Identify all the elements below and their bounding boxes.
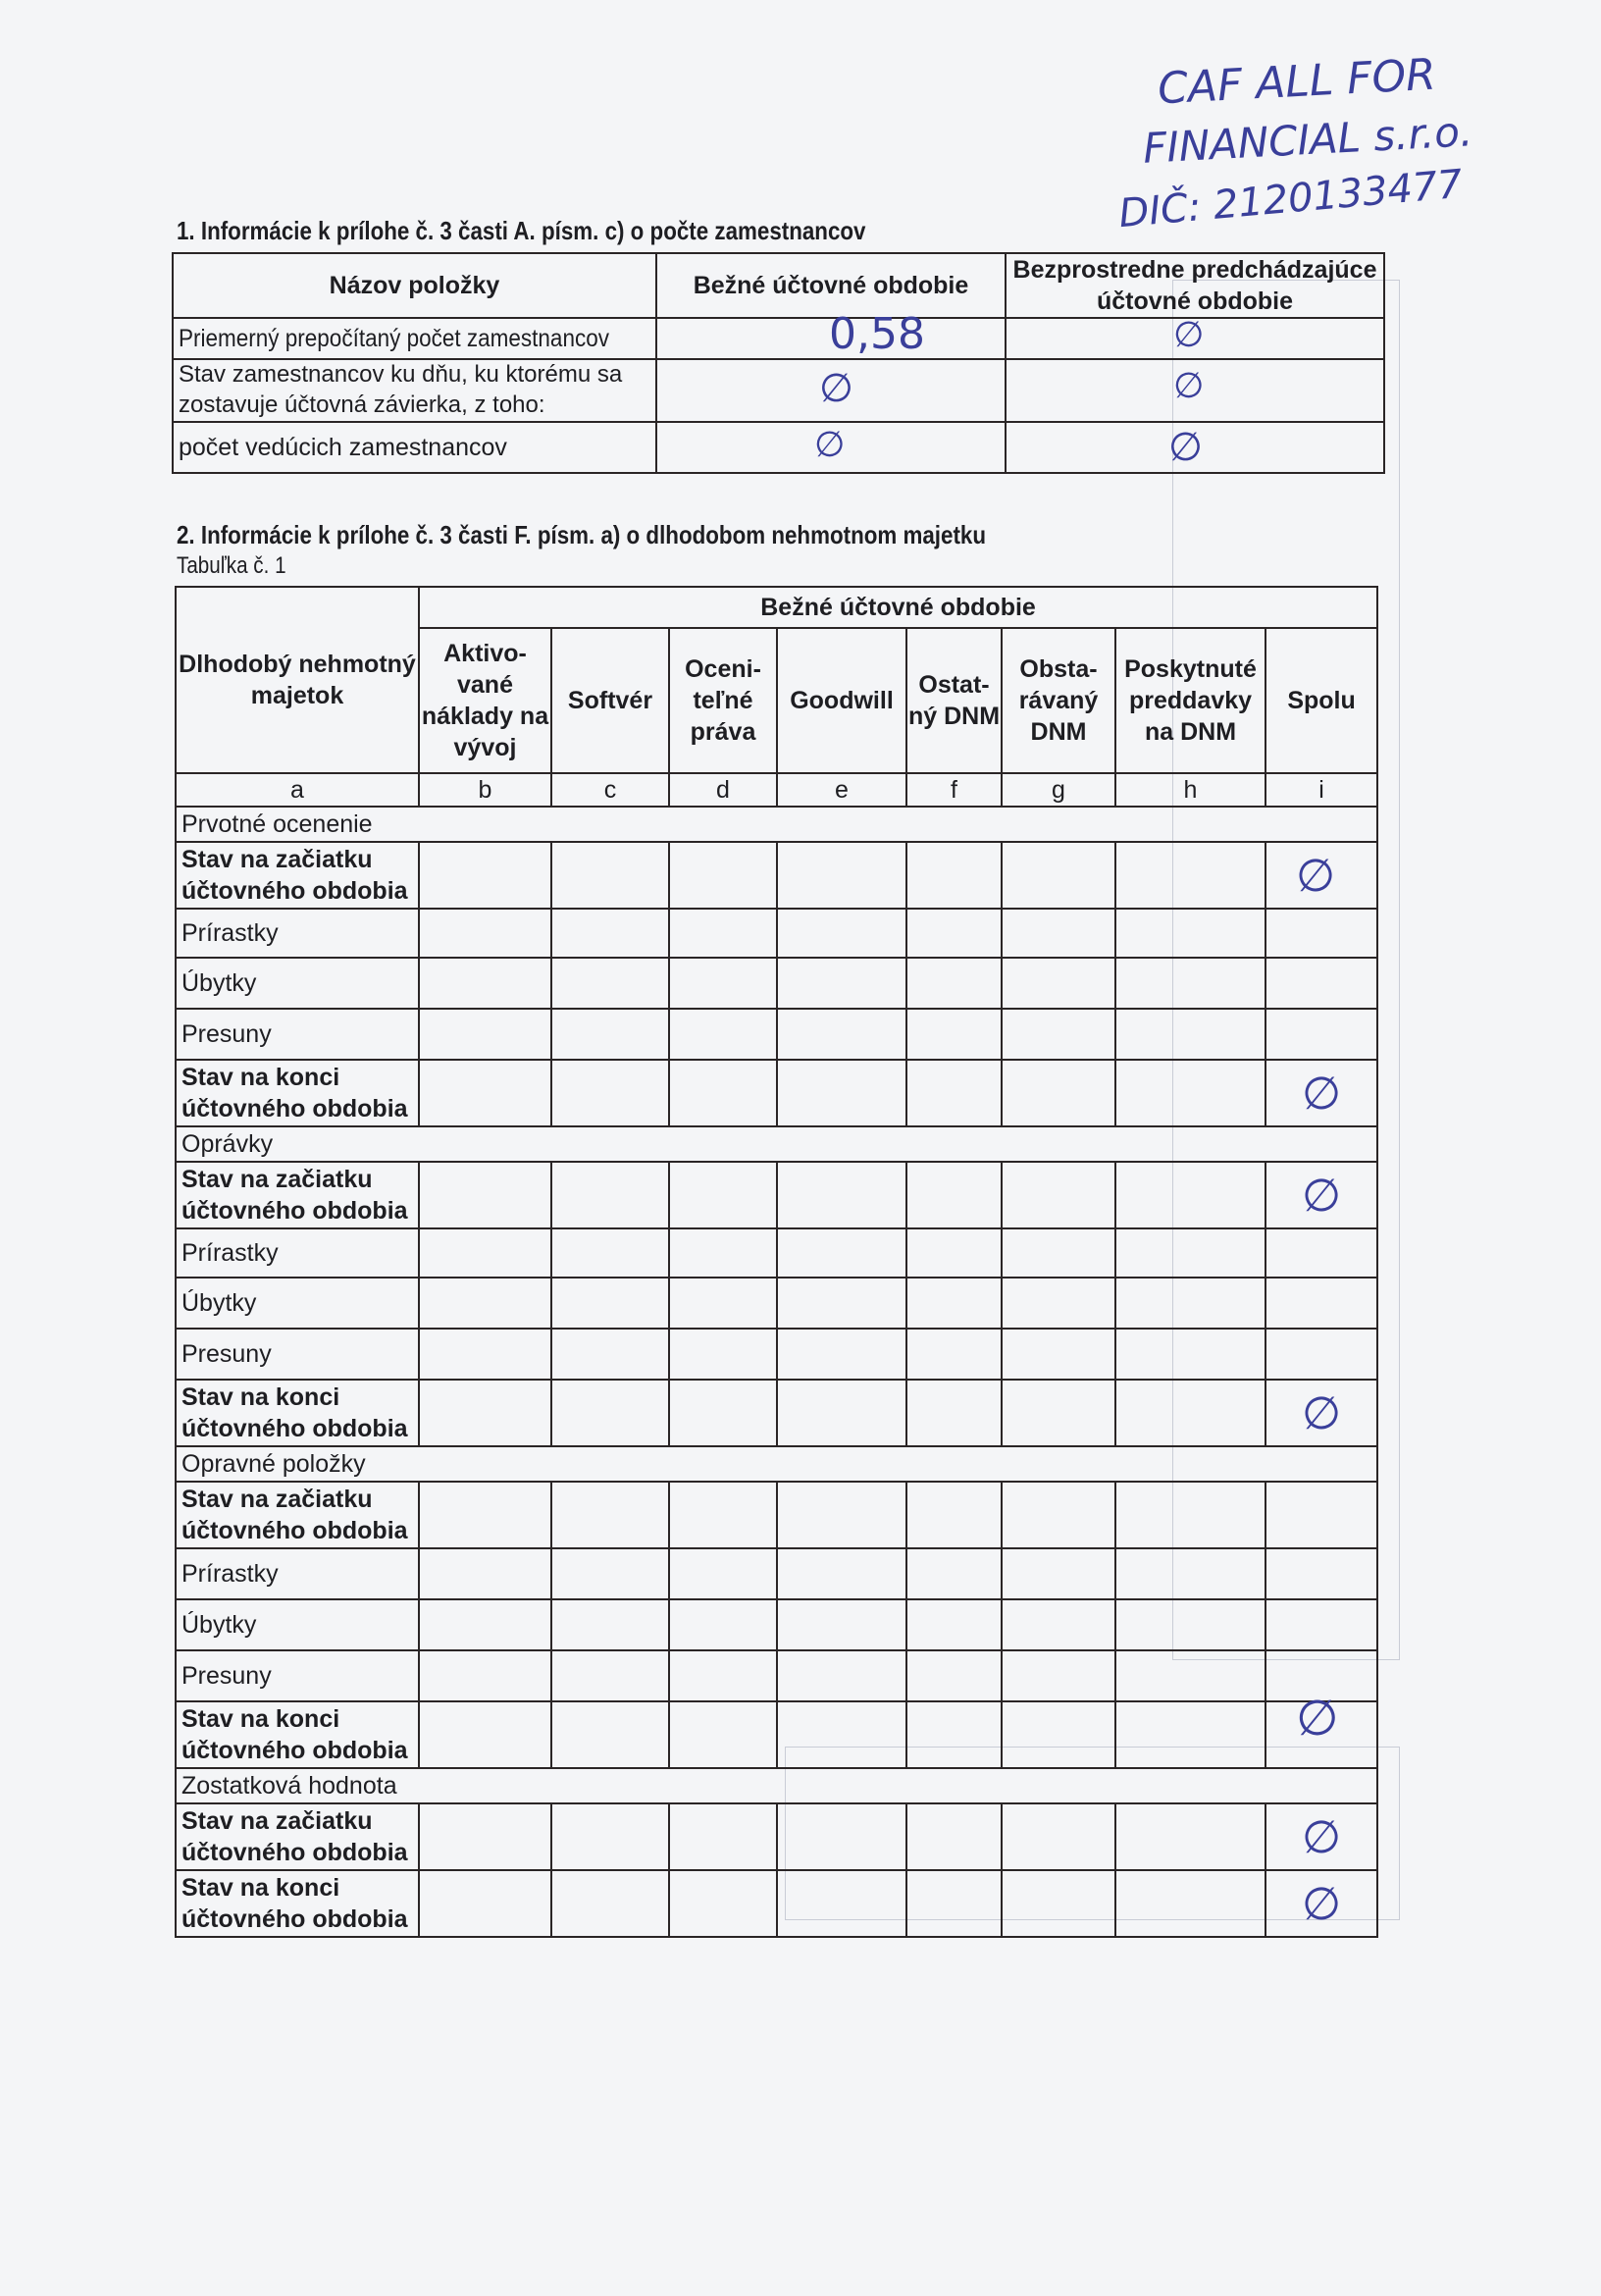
letter-i: i <box>1265 773 1377 807</box>
section2-title: 2. Informácie k prílohe č. 3 časti F. písm. a) o dlhodobom nehmotnom majetku <box>177 520 986 549</box>
letter-d: d <box>669 773 777 807</box>
cell-total: ∅ <box>1265 1162 1377 1228</box>
cell-total: ∅ <box>1265 1803 1377 1870</box>
col-header-previous: Bezprostredne predchádzajúce účtovné obdobie <box>1006 253 1384 318</box>
letter-g: g <box>1002 773 1115 807</box>
col-header-rights: Oceni- teľné práva <box>669 628 777 773</box>
row-label: Stav na konci účtovného obdobia <box>176 1380 419 1446</box>
col-header-goodwill: Goodwill <box>777 628 906 773</box>
row-label: Stav na začiatku účtovného obdobia <box>176 1162 419 1228</box>
col-header-software: Softvér <box>551 628 669 773</box>
row-label: Stav na konci účtovného obdobia <box>176 1701 419 1768</box>
row-label: Stav na začiatku účtovného obdobia <box>176 842 419 909</box>
cell-previous-managers: ∅ <box>1006 422 1384 473</box>
employees-table <box>172 252 1385 474</box>
cell-previous-headcount: ∅ <box>1006 359 1384 422</box>
col-header-total: Spolu <box>1265 628 1377 773</box>
section-row-initial-valuation: Prvotné ocenenie <box>176 807 1377 842</box>
col-header-advances: Poskytnuté preddavky na DNM <box>1115 628 1265 773</box>
col-header-acquired: Obsta- rávaný DNM <box>1002 628 1115 773</box>
handwritten-company-type: FINANCIAL s.r.o. <box>1141 107 1474 173</box>
row-label-avg-employees: Priemerný prepočítaný počet zamestnancov <box>173 318 656 359</box>
cell-total: ∅ <box>1265 1701 1377 1768</box>
section1-title: 1. Informácie k prílohe č. 3 časti A. písm. c) o počte zamestnancov <box>177 216 866 245</box>
letter-c: c <box>551 773 669 807</box>
col-header-current: Bežné účtovné obdobie <box>656 253 1006 318</box>
cell-current-avg: 0,58 <box>656 318 1006 359</box>
cell-current-managers: ∅ <box>656 422 1006 473</box>
col-header-other: Ostat- ný DNM <box>906 628 1002 773</box>
col-header-dev-costs: Aktivo- vané náklady na vývoj <box>419 628 551 773</box>
row-label: Úbytky <box>176 1599 419 1650</box>
section-row-allowances: Opravné položky <box>176 1446 1377 1482</box>
handwritten-company-name: CAF ALL FOR <box>1156 49 1437 115</box>
cell-previous-avg: ∅ <box>1006 318 1384 359</box>
cell-total: ∅ <box>1265 842 1377 909</box>
intangible-assets-table <box>175 586 1378 1938</box>
row-label-managers: počet vedúcich zamestnancov <box>173 422 656 473</box>
letter-a: a <box>176 773 419 807</box>
row-label: Presuny <box>176 1009 419 1060</box>
cell-total: ∅ <box>1265 1380 1377 1446</box>
cell-current-headcount: ∅ <box>656 359 1006 422</box>
letter-h: h <box>1115 773 1265 807</box>
section2-table-number: Tabuľka č. 1 <box>177 552 286 579</box>
row-label: Úbytky <box>176 958 419 1009</box>
row-label: Prírastky <box>176 909 419 958</box>
section-row-residual-value: Zostatková hodnota <box>176 1768 1377 1803</box>
row-label: Prírastky <box>176 1548 419 1599</box>
row-label: Stav na konci účtovného obdobia <box>176 1060 419 1126</box>
row-label: Úbytky <box>176 1278 419 1329</box>
row-label: Presuny <box>176 1329 419 1380</box>
handwritten-tax-id: DIČ: 2120133477 <box>1116 161 1465 237</box>
row-label: Stav na začiatku účtovného obdobia <box>176 1482 419 1548</box>
letter-e: e <box>777 773 906 807</box>
section-row-depreciation: Oprávky <box>176 1126 1377 1162</box>
col-header-item: Názov položky <box>173 253 656 318</box>
row-label: Stav na konci účtovného obdobia <box>176 1870 419 1937</box>
letter-b: b <box>419 773 551 807</box>
row-label-headcount: Stav zamestnancov ku dňu, ku ktorému sa zostavuje účtovná závierka, z toho: <box>173 359 656 422</box>
letter-f: f <box>906 773 1002 807</box>
row-label: Stav na začiatku účtovného obdobia <box>176 1803 419 1870</box>
row-label: Presuny <box>176 1650 419 1701</box>
row-label: Prírastky <box>176 1228 419 1278</box>
cell-total: ∅ <box>1265 1060 1377 1126</box>
header-current-period: Bežné účtovné obdobie <box>419 587 1377 628</box>
cell-total: ∅ <box>1265 1870 1377 1937</box>
header-dnm-label: Dlhodobý nehmotný majetok <box>176 587 419 773</box>
